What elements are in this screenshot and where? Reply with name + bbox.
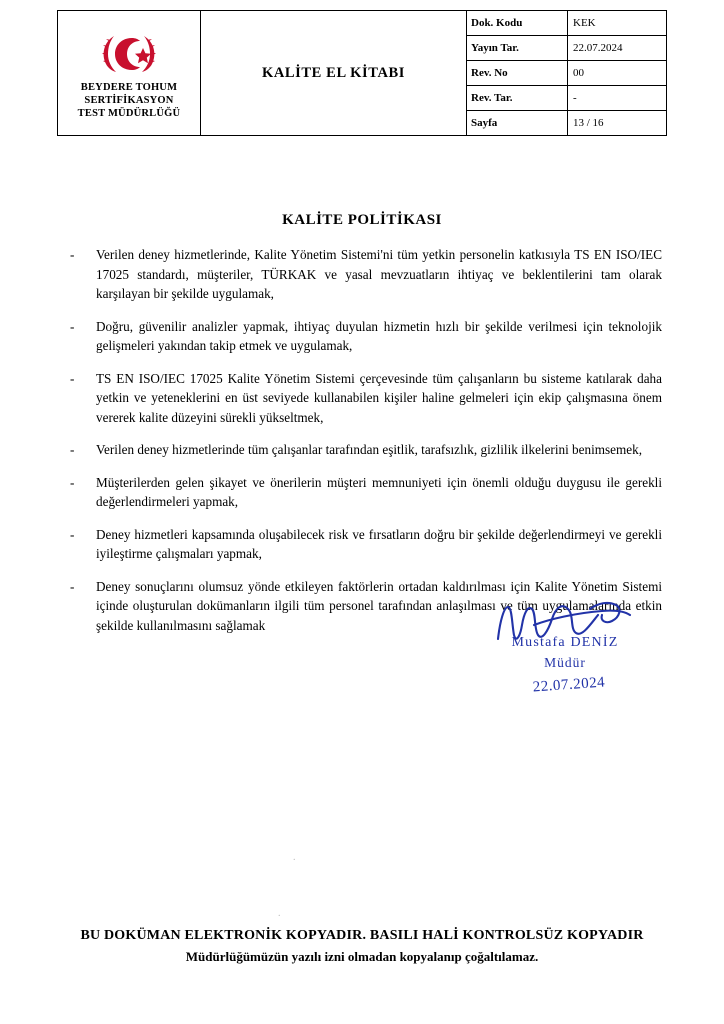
signature-date: 22.07.2024	[532, 674, 606, 696]
meta-value-rev-no: 00	[568, 61, 667, 86]
footer-line-2: Müdürlüğümüzün yazılı izni olmadan kopyalanıp çoğaltılamaz.	[185, 949, 539, 964]
signature-role: Müdür	[544, 655, 586, 670]
document-header	[57, 10, 667, 136]
meta-value-rev-tar: -	[568, 86, 667, 111]
meta-value-yayin-tar: 22.07.2024	[568, 36, 667, 61]
list-item	[66, 525, 662, 564]
organization-name-line-2: SERTİFİKASYON	[84, 95, 174, 106]
logo-cell	[58, 11, 201, 136]
meta-label-sayfa: Sayfa	[467, 111, 568, 136]
turkish-crescent-star-emblem-icon	[60, 25, 198, 79]
list-item-text: Müşterilerden gelen şikayet ve önerilerin müşteri memnuniyeti için önemli olduğu duygusu ile gerekli değerlendirmeleri yapmak,	[96, 474, 662, 509]
list-item-text: Verilen deney hizmetlerinde, Kalite Yönetim Sistemi'ni tüm yetkin personelin katkısıyla TS EN ISO/IEC 17025 standardı, müşteriler, TÜRKAK ve yasal mevzuatların ihtiyaç ve beklentilerini tam olarak karşılayan bir şekilde uygulamak,	[96, 247, 662, 301]
bullet-marker: -	[70, 526, 75, 542]
list-item	[66, 317, 662, 356]
signature-block	[470, 595, 660, 730]
meta-label-rev-no: Rev. No	[467, 61, 568, 86]
bullet-marker: -	[70, 474, 75, 490]
page-artifact-mark: .	[278, 908, 281, 919]
document-title: KALİTE EL KİTABI	[201, 11, 467, 136]
meta-label-rev-tar: Rev. Tar.	[467, 86, 568, 111]
bullet-marker: -	[70, 318, 75, 334]
list-item-text: Deney sonuçlarını olumsuz yönde etkileyen faktörlerin ortadan kaldırılması için Kalite Yönetim Sistemi içinde oluşturulan dokümanların ilgili tüm personel tarafından anlaşılması ve tüm uygulamalarında etkin şekilde kullanılmasını sağlamak	[96, 578, 662, 633]
footer-line-1: BU DOKÜMAN ELEKTRONİK KOPYADIR. BASILI HALİ KONTROLSÜZ KOPYADIR	[80, 928, 644, 943]
meta-value-sayfa: 13 / 16	[568, 111, 667, 136]
page-artifact-mark: .	[293, 852, 296, 863]
organization-name-line-1: BEYDERE TOHUM	[80, 82, 178, 93]
list-item	[66, 369, 662, 428]
meta-label-yayin-tar: Yayın Tar.	[467, 36, 568, 61]
policy-list	[66, 245, 662, 635]
meta-label-dok-kodu: Dok. Kodu	[467, 11, 568, 36]
meta-value-dok-kodu: KEK	[568, 11, 667, 36]
bullet-marker: -	[70, 578, 75, 594]
list-item-text: Deney hizmetleri kapsamında oluşabilecek risk ve fırsatların doğru bir şekilde değerlendirmeyi ve gerekli iyileştirme çalışmaları yapmak,	[96, 526, 662, 561]
list-item	[66, 245, 662, 304]
organization-name	[60, 81, 198, 120]
document-footer	[0, 928, 724, 965]
list-item-text: Doğru, güvenilir analizler yapmak, ihtiyaç duyulan hizmetin hızlı bir şekilde verilmesi için teknolojik gelişmeleri yakından takip etmek ve uygulamak,	[96, 318, 662, 353]
list-item	[66, 440, 662, 460]
bullet-marker: -	[70, 370, 75, 386]
list-item-text: Verilen deney hizmetlerinde tüm çalışanlar tarafından eşitlik, tarafsızlık, gizlilik ilkelerini benimsemek,	[96, 442, 642, 457]
list-item	[66, 473, 662, 512]
bullet-marker: -	[70, 442, 75, 457]
policy-content	[66, 245, 662, 648]
signature-name: Mustafa DENİZ	[511, 635, 619, 650]
organization-name-line-3: TEST MÜDÜRLÜĞÜ	[77, 108, 181, 119]
header-table	[57, 10, 667, 136]
page-title: KALİTE POLİTİKASI	[282, 212, 442, 228]
bullet-marker: -	[70, 247, 75, 262]
list-item-text: TS EN ISO/IEC 17025 Kalite Yönetim Sistemi çerçevesinde tüm çalışanların bu sisteme katılarak daha yetkin ve yeteneklerini en üst seviyede kullanabilen kişiler haline gelmeleri için ekip çalışmasına önem vererek kalite düzeyini sürekli yükseltmek,	[96, 370, 662, 425]
